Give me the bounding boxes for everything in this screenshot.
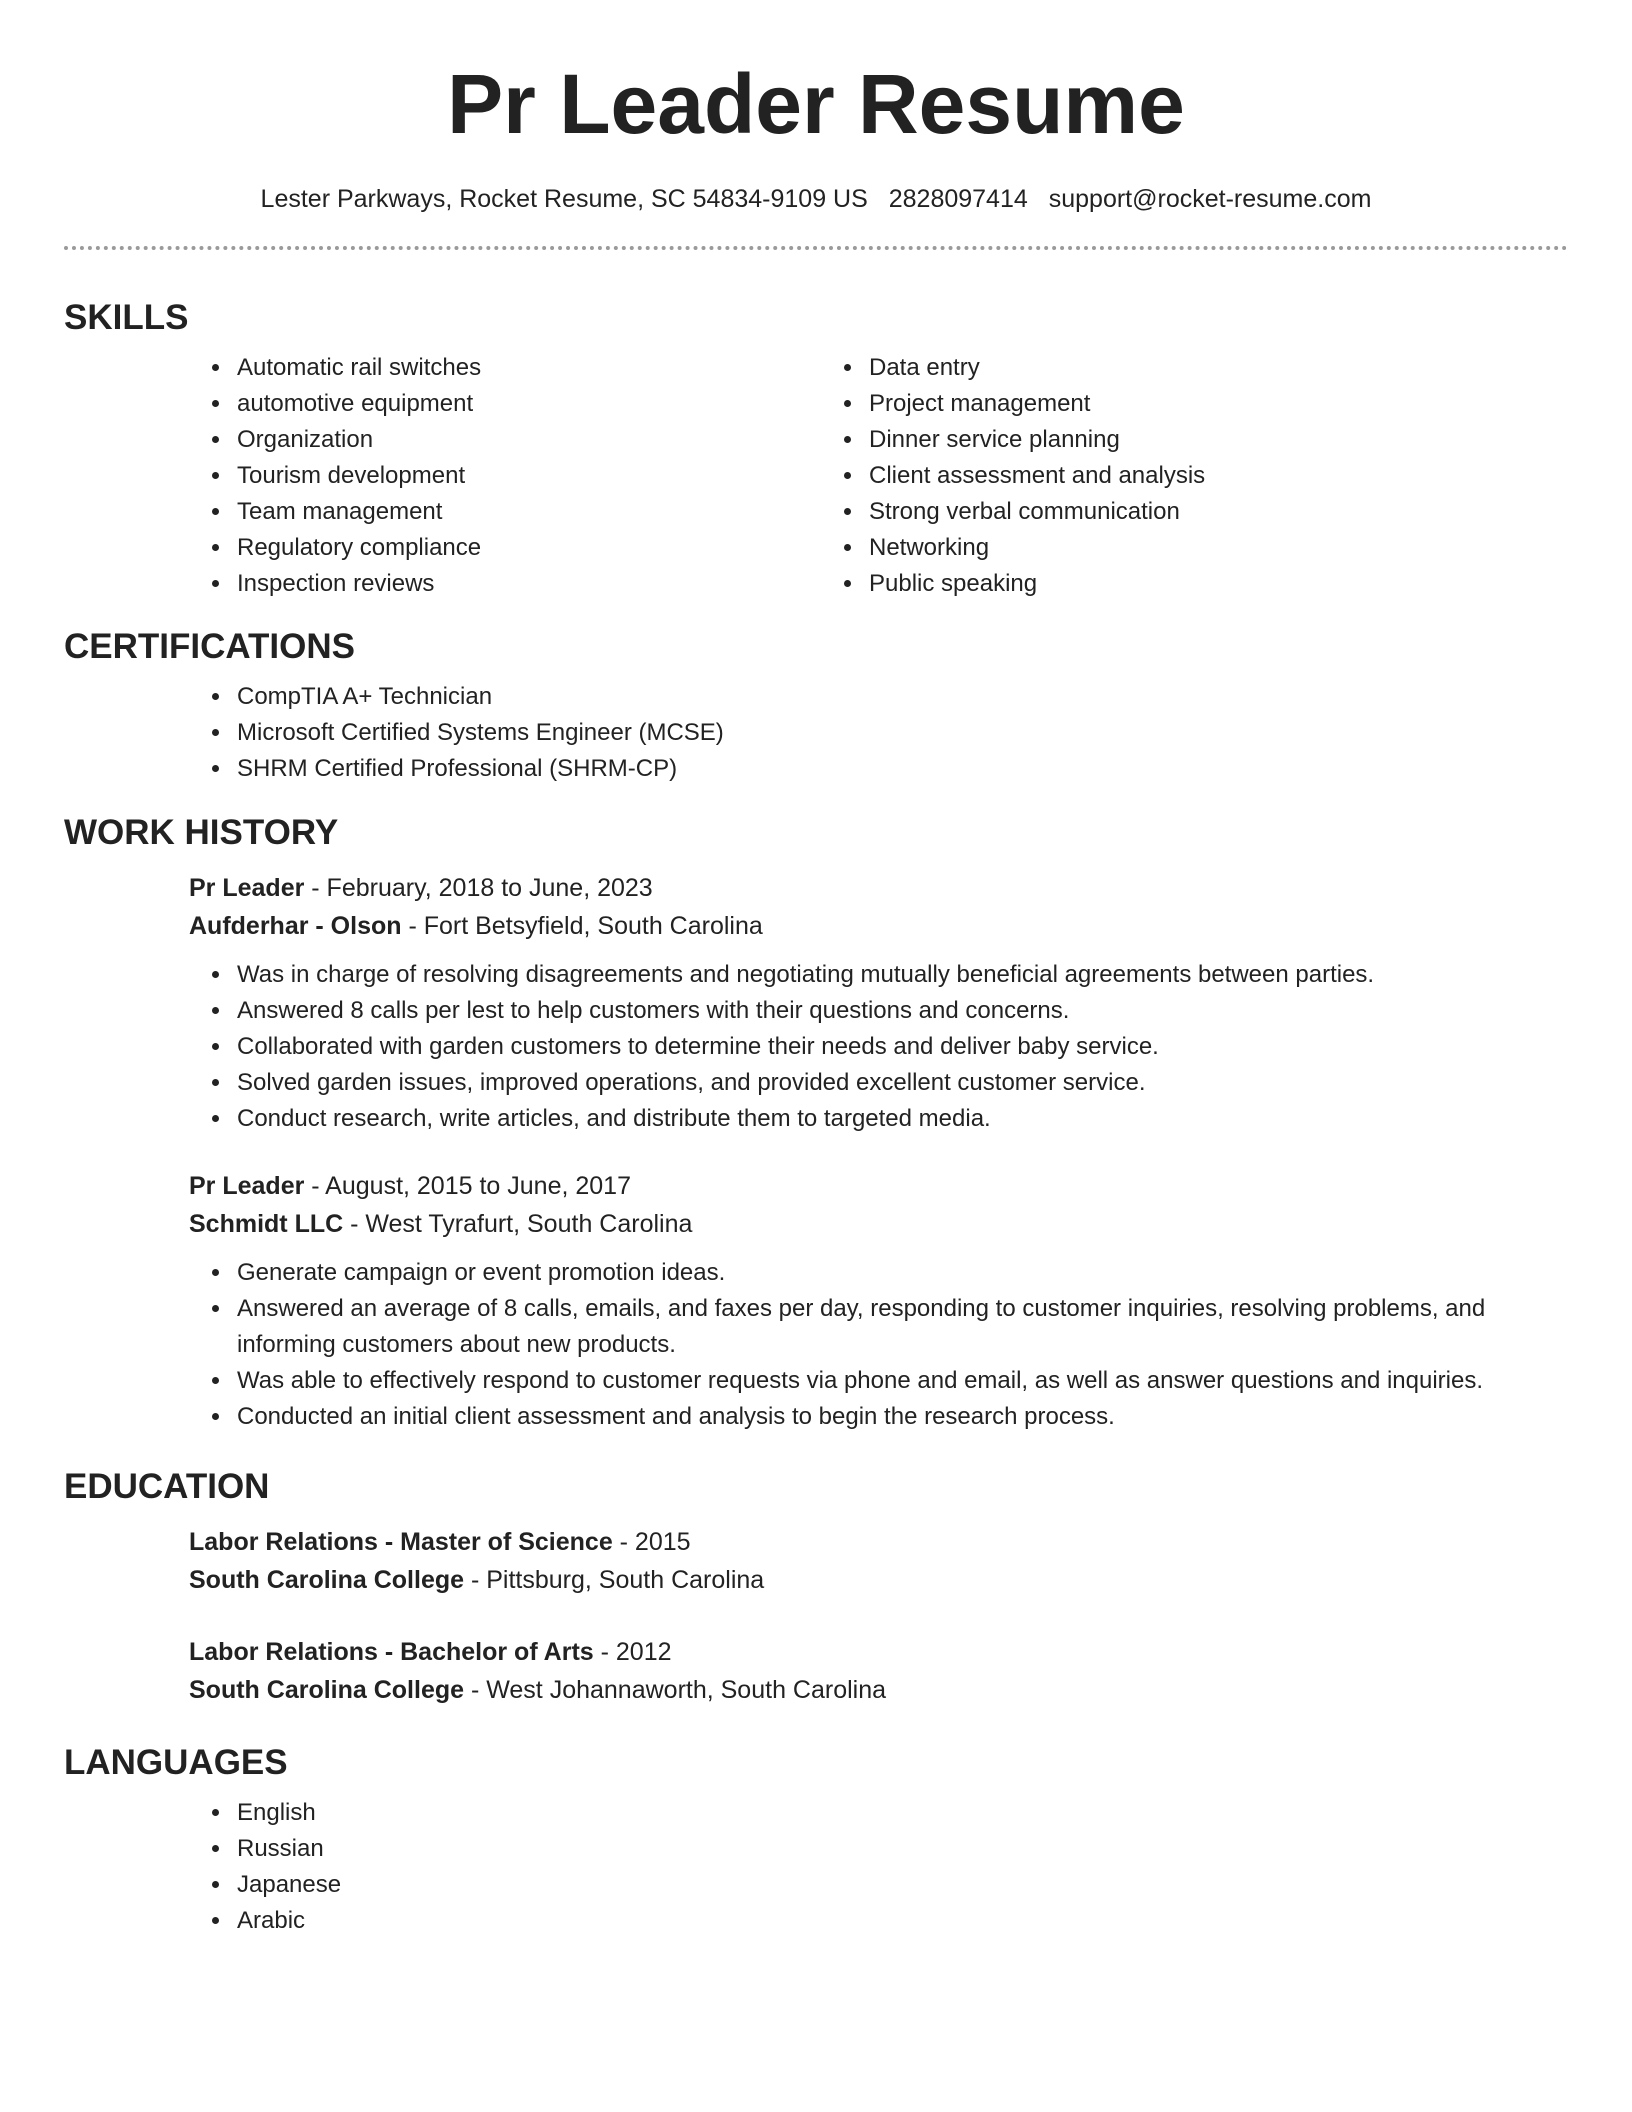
languages-heading: LANGUAGES [64, 1743, 288, 1782]
list-item: • Regulatory compliance [233, 530, 744, 566]
degree-name: Labor Relations - Master of Science [189, 1528, 613, 1556]
contact-phone: 2828097414 [888, 185, 1028, 213]
school-location: - Pittsburg, South Carolina [464, 1566, 765, 1594]
list-item: • English [233, 1795, 1568, 1831]
work-history-heading: WORK HISTORY [64, 813, 339, 852]
skills-columns [64, 350, 1568, 602]
contact-line [64, 182, 1568, 216]
certifications-list [64, 679, 1568, 787]
certifications-section [64, 625, 1568, 787]
skills-column-right [744, 350, 1424, 602]
degree-year: - 2015 [612, 1528, 691, 1556]
job-company: Aufderhar - Olson [189, 912, 402, 940]
skills-list-left [64, 350, 744, 602]
degree-line [189, 1523, 1568, 1561]
list-item: • Russian [233, 1831, 1568, 1867]
job-bullets [189, 957, 1568, 1137]
education-heading: EDUCATION [64, 1467, 270, 1506]
list-item: • Client assessment and analysis [865, 458, 1424, 494]
list-item: • SHRM Certified Professional (SHRM-CP) [233, 751, 1568, 787]
degree-line [189, 1633, 1568, 1671]
list-item: • Project management [865, 386, 1424, 422]
job-company: Schmidt LLC [189, 1210, 344, 1238]
degree-name: Labor Relations - Bachelor of Arts [189, 1638, 594, 1666]
job-location: - West Tyrafurt, South Carolina [343, 1210, 693, 1238]
job-entry [64, 869, 1568, 1137]
school-line [189, 1561, 1568, 1599]
list-item: • Automatic rail switches [233, 350, 744, 386]
skills-list-right [744, 350, 1424, 602]
list-item: • Team management [233, 494, 744, 530]
list-item: • CompTIA A+ Technician [233, 679, 1568, 715]
school-line [189, 1671, 1568, 1709]
list-item: • Dinner service planning [865, 422, 1424, 458]
list-item: • Microsoft Certified Systems Engineer (MCSE) [233, 715, 1568, 751]
school-location: - West Johannaworth, South Carolina [464, 1676, 887, 1704]
list-item: • automotive equipment [233, 386, 744, 422]
list-item: • Networking [865, 530, 1424, 566]
languages-section [64, 1741, 1568, 1939]
list-item: • Japanese [233, 1867, 1568, 1903]
list-item: • Solved garden issues, improved operations, and provided excellent customer service. [233, 1065, 1568, 1101]
school-name: South Carolina College [189, 1676, 465, 1704]
list-item: • Generate campaign or event promotion ideas. [233, 1255, 1568, 1291]
job-title-line [189, 1167, 1568, 1205]
list-item: • Conduct research, write articles, and distribute them to targeted media. [233, 1101, 1568, 1137]
certifications-heading: CERTIFICATIONS [64, 627, 356, 666]
skills-column-left [64, 350, 744, 602]
job-role: Pr Leader [189, 874, 305, 902]
skills-heading: SKILLS [64, 298, 189, 337]
job-company-line [189, 1205, 1568, 1243]
list-item: • Was in charge of resolving disagreements and negotiating mutually beneficial agreements between parties. [233, 957, 1568, 993]
list-item: • Collaborated with garden customers to determine their needs and deliver baby service. [233, 1029, 1568, 1065]
job-entry [64, 1167, 1568, 1435]
resume-header [64, 0, 1568, 250]
list-item: • Strong verbal communication [865, 494, 1424, 530]
job-location: - Fort Betsyfield, South Carolina [401, 912, 763, 940]
list-item: • Data entry [865, 350, 1424, 386]
list-item: • Tourism development [233, 458, 744, 494]
job-bullets [189, 1255, 1568, 1435]
contact-email: support@rocket-resume.com [1048, 185, 1372, 213]
education-section [64, 1465, 1568, 1709]
contact-address: Lester Parkways, Rocket Resume, SC 54834-9109 US [260, 185, 868, 213]
education-entry [64, 1523, 1568, 1599]
work-history-section [64, 811, 1568, 1435]
job-title-line [189, 869, 1568, 907]
list-item: • Inspection reviews [233, 566, 744, 602]
job-dates: - August, 2015 to June, 2017 [304, 1172, 631, 1200]
list-item: • Public speaking [865, 566, 1424, 602]
job-company-line [189, 907, 1568, 945]
list-item: • Answered 8 calls per lest to help customers with their questions and concerns. [233, 993, 1568, 1029]
list-item: • Was able to effectively respond to customer requests via phone and email, as well as answer questions and inquiries. [233, 1363, 1568, 1399]
list-item: • Arabic [233, 1903, 1568, 1939]
skills-section [64, 296, 1568, 602]
degree-year: - 2012 [593, 1638, 672, 1666]
page-title: Pr Leader Resume [447, 57, 1185, 151]
job-role: Pr Leader [189, 1172, 305, 1200]
job-dates: - February, 2018 to June, 2023 [304, 874, 653, 902]
languages-list [64, 1795, 1568, 1939]
list-item: • Organization [233, 422, 744, 458]
list-item: • Conducted an initial client assessment and analysis to begin the research process. [233, 1399, 1568, 1435]
education-entry [64, 1633, 1568, 1709]
school-name: South Carolina College [189, 1566, 465, 1594]
header-divider [64, 246, 1568, 250]
list-item: • Answered an average of 8 calls, emails, and faxes per day, responding to customer inquiries, resolving problems, and informing customers about new products. [233, 1291, 1568, 1363]
